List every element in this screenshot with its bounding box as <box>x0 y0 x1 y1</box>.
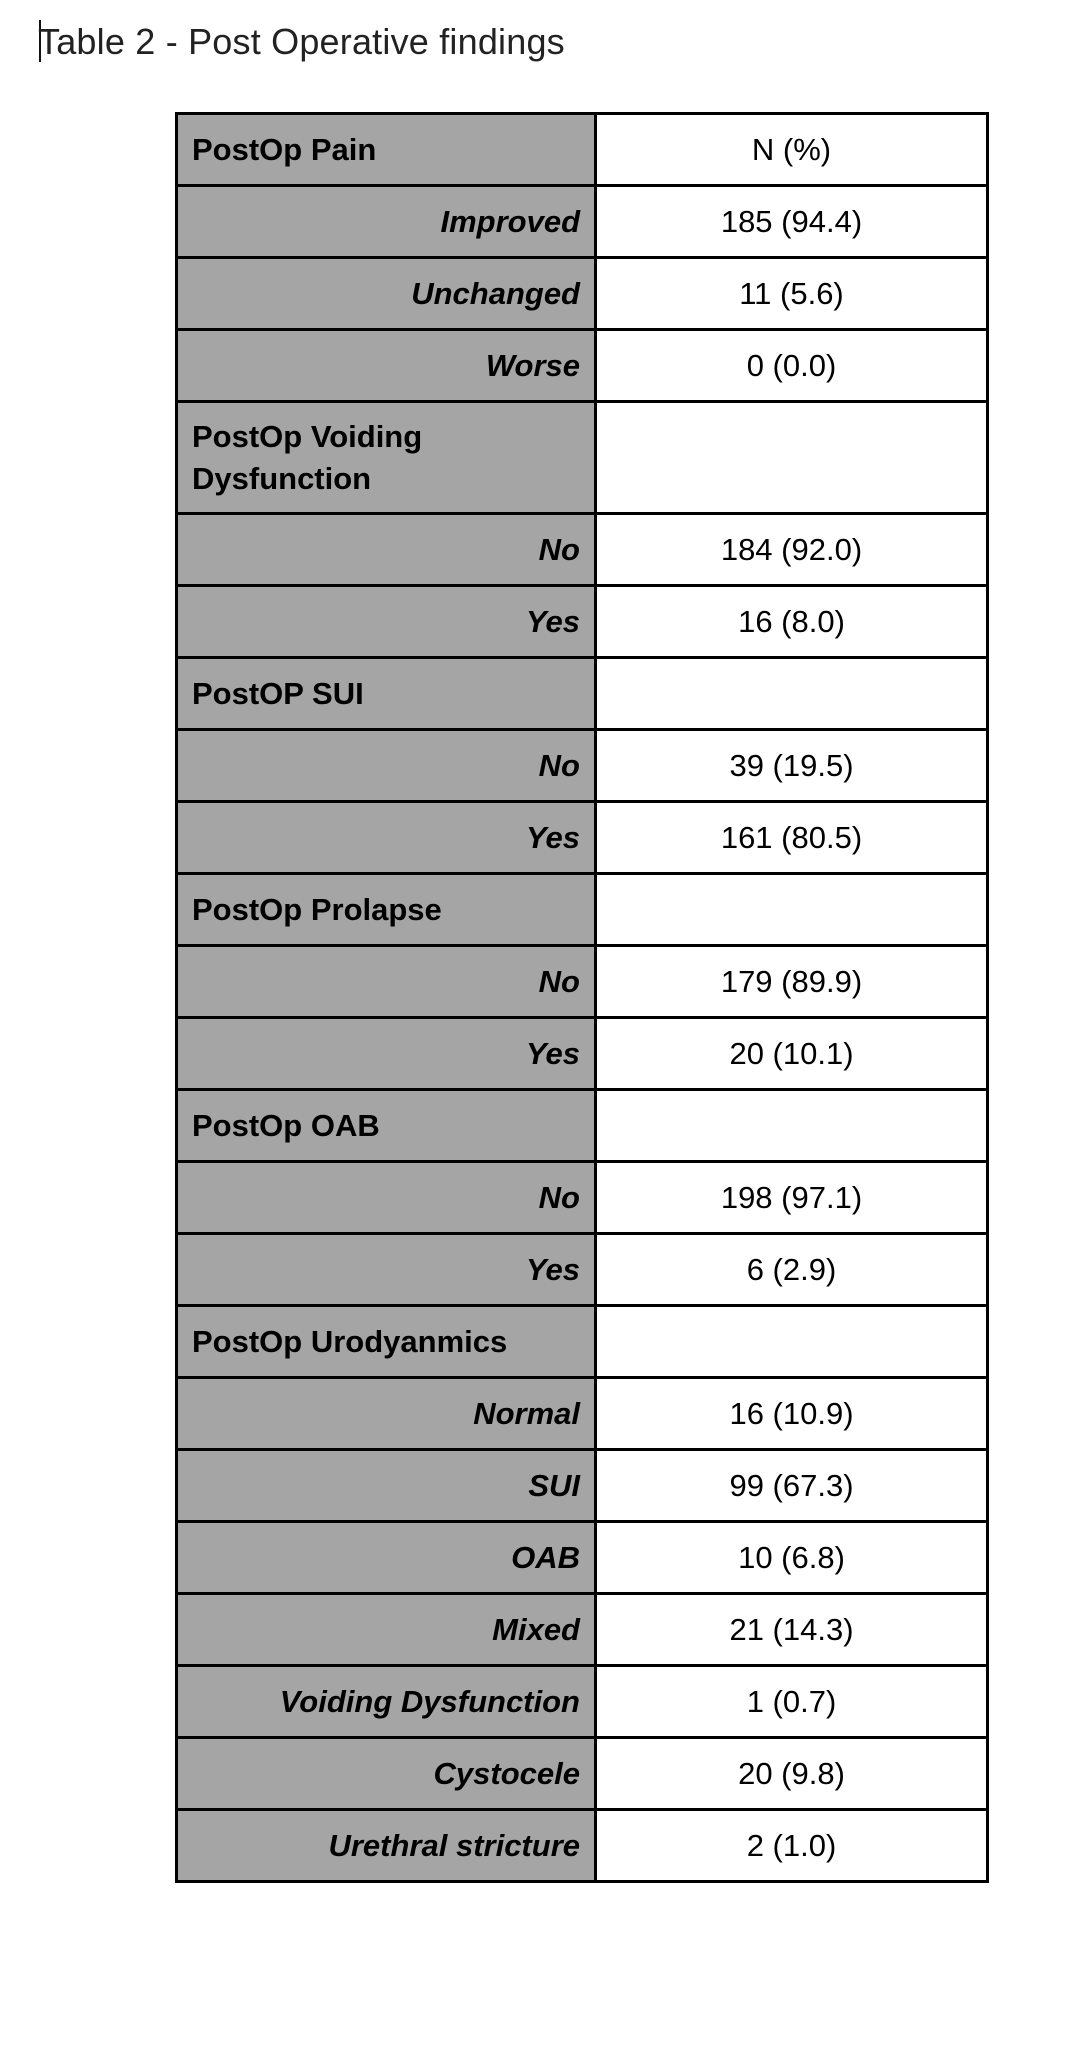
table-row <box>177 1162 988 1234</box>
row-label-cell: Unchanged <box>177 258 596 330</box>
table-section-row <box>177 402 988 514</box>
table-row <box>177 186 988 258</box>
row-value-cell <box>596 874 988 946</box>
row-value-cell: 161 (80.5) <box>596 802 988 874</box>
row-value-cell: 0 (0.0) <box>596 330 988 402</box>
row-value-cell <box>596 1306 988 1378</box>
table-row <box>177 1594 988 1666</box>
row-value-cell: 21 (14.3) <box>596 1594 988 1666</box>
row-value-cell: 20 (10.1) <box>596 1018 988 1090</box>
table-row <box>177 1018 988 1090</box>
table-row <box>177 1234 988 1306</box>
row-value-cell: 39 (19.5) <box>596 730 988 802</box>
row-value-cell: 6 (2.9) <box>596 1234 988 1306</box>
row-value-cell: 179 (89.9) <box>596 946 988 1018</box>
table-row <box>177 1738 988 1810</box>
section-label-cell: PostOP SUI <box>177 658 596 730</box>
row-value-cell <box>596 402 988 514</box>
table-section-row <box>177 658 988 730</box>
section-label-cell: PostOp Voiding Dysfunction <box>177 402 596 514</box>
table-row <box>177 1450 988 1522</box>
row-value-cell <box>596 1090 988 1162</box>
row-label-cell: Urethral stricture <box>177 1810 596 1882</box>
row-value-cell: 16 (8.0) <box>596 586 988 658</box>
row-value-cell: 1 (0.7) <box>596 1666 988 1738</box>
row-value-cell: 99 (67.3) <box>596 1450 988 1522</box>
row-label-cell: Improved <box>177 186 596 258</box>
section-label-cell: PostOp OAB <box>177 1090 596 1162</box>
row-value-cell: 11 (5.6) <box>596 258 988 330</box>
row-value-cell <box>596 658 988 730</box>
findings-table-body <box>177 114 988 1882</box>
table-row <box>177 802 988 874</box>
row-label-cell: No <box>177 730 596 802</box>
row-value-cell: 185 (94.4) <box>596 186 988 258</box>
row-label-cell: No <box>177 514 596 586</box>
row-value-cell: 10 (6.8) <box>596 1522 988 1594</box>
row-label-cell: No <box>177 946 596 1018</box>
table-row <box>177 730 988 802</box>
table-row <box>177 514 988 586</box>
row-label-cell: Normal <box>177 1378 596 1450</box>
header-label-cell: PostOp Pain <box>177 114 596 186</box>
row-label-cell: Yes <box>177 1234 596 1306</box>
row-label-cell: Yes <box>177 1018 596 1090</box>
row-value-cell: 198 (97.1) <box>596 1162 988 1234</box>
findings-table <box>175 112 989 1883</box>
table-row <box>177 1522 988 1594</box>
section-label-cell: PostOp Prolapse <box>177 874 596 946</box>
row-label-cell: Mixed <box>177 1594 596 1666</box>
table-row <box>177 258 988 330</box>
row-label-cell: No <box>177 1162 596 1234</box>
section-label-cell: PostOp Urodyanmics <box>177 1306 596 1378</box>
row-label-cell: Worse <box>177 330 596 402</box>
row-label-cell: Voiding Dysfunction <box>177 1666 596 1738</box>
table-section-row <box>177 874 988 946</box>
row-label-cell: Yes <box>177 586 596 658</box>
table-row <box>177 1810 988 1882</box>
row-value-cell: 20 (9.8) <box>596 1738 988 1810</box>
table-header-row <box>177 114 988 186</box>
table-section-row <box>177 1090 988 1162</box>
row-value-cell: 2 (1.0) <box>596 1810 988 1882</box>
row-value-cell: 16 (10.9) <box>596 1378 988 1450</box>
row-label-cell: OAB <box>177 1522 596 1594</box>
table-row <box>177 330 988 402</box>
row-label-cell: SUI <box>177 1450 596 1522</box>
row-label-cell: Cystocele <box>177 1738 596 1810</box>
table-row <box>177 586 988 658</box>
table-row <box>177 1378 988 1450</box>
row-label-cell: Yes <box>177 802 596 874</box>
table-caption: Table 2 - Post Operative findings <box>38 21 565 62</box>
header-value-cell: N (%) <box>596 114 988 186</box>
table-section-row <box>177 1306 988 1378</box>
row-value-cell: 184 (92.0) <box>596 514 988 586</box>
table-row <box>177 1666 988 1738</box>
table-row <box>177 946 988 1018</box>
